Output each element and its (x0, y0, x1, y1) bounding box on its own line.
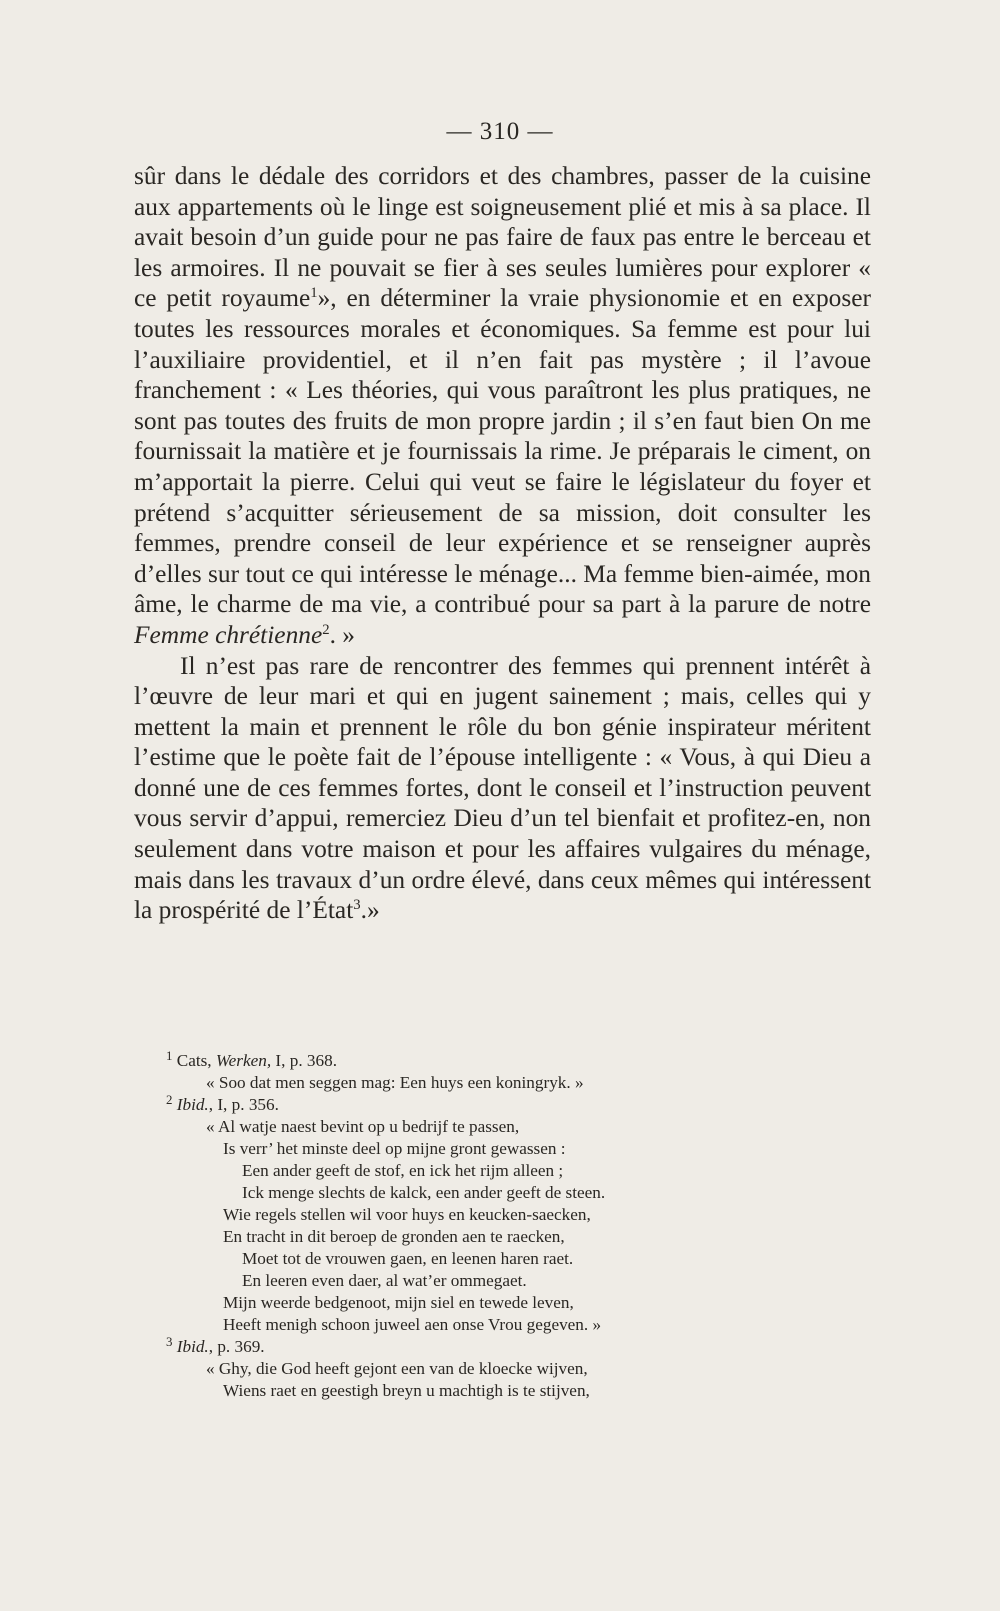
verse-line: Moet tot de vrouwen gaen, en leenen haren raet. (242, 1249, 574, 1268)
footnote-mark: 1 (166, 1049, 173, 1064)
verse-line: « Soo dat men seggen mag: Een huys een koningryk. » (206, 1073, 584, 1092)
verse-line: Een ander geeft de stof, en ick het rijm alleen ; (242, 1161, 564, 1180)
footnote-ref-suffix: , I, p. 356. (208, 1095, 279, 1114)
verse-line: « Al watje naest bevint op u bedrijf te passen, (206, 1117, 520, 1136)
verse-line: En leeren even daer, al wat’er ommegaet. (242, 1271, 527, 1290)
footnote-mark: 3 (166, 1335, 173, 1350)
verse-line: En tracht in dit beroep de gronden aen te raecken, (223, 1227, 565, 1246)
footnote (166, 1336, 816, 1402)
footnote-ref[interactable]: 1 (310, 285, 318, 302)
footnotes (166, 1050, 816, 1402)
footnote-ref-italic: Ibid. (176, 1337, 209, 1356)
book-title: Femme chrétienne (134, 620, 323, 649)
verse-line: Heeft menigh schoon juweel aen onse Vrou gegeven. » (223, 1315, 602, 1334)
footnote-ref-italic: Werken, (215, 1051, 272, 1070)
footnote-ref-suffix: I, p. 368. (271, 1051, 338, 1070)
footnote-ref-italic: Ibid. (176, 1095, 209, 1114)
footnote-ref-suffix: , p. 369. (208, 1337, 265, 1356)
paragraph: sûr dans le dédale des corridors et des chambres, passer de la cuisine aux appartements où le linge est soigneusement plié et mis à sa place. Il avait besoin d’un guide pour ne pas faire de faux pas entre le berceau et les armoires. Il ne pouvait se fier à ses seules lumières pour explorer « ce petit royaume$^1$», en déterminer la vraie physionomie et en exposer toutes les ressources morales et économiques. Sa femme est pour lui l’auxiliaire providentiel, et il n’en fait pas mystère ; il l’avoue franchement : « Les théories, qui vous paraîtront les plus pratiques, ne sont pas toutes des fruits de mon propre jardin ; il s’en faut bien On me fournissait la matière et je fournissais la rime. Je préparais le ciment, on m’apportait la pierre. Celui qui veut se faire le législateur du foyer et prétend s’acquitter sérieusement de sa mission, doit consulter les femmes, prendre conseil de leur expérience et se renseigner auprès d’elles sur tout ce qui intéresse le ménage... Ma femme bien-aimée, mon âme, le charme de ma vie, a contribué pour sa part à la parure de notre Femme chrétienne$^2$. » (134, 162, 871, 649)
footnote-ref[interactable]: 3 (353, 897, 361, 914)
verse-line: Wie regels stellen wil voor huys en keucken-saecken, (223, 1205, 591, 1224)
footnote (166, 1050, 816, 1094)
footnote-ref[interactable]: 2 (322, 621, 330, 638)
footnote-ref-prefix: Cats, (176, 1051, 216, 1070)
footnote (166, 1094, 816, 1336)
verse-line: Wiens raet en geestigh breyn u machtigh is te stijven, (223, 1381, 590, 1400)
verse-line: Is verr’ het minste deel op mijne gront gewassen : (223, 1139, 566, 1158)
footnote-mark: 2 (166, 1093, 173, 1108)
verse-line: Ick menge slechts de kalck, een ander geeft de steen. (242, 1183, 606, 1202)
footnote-reference (166, 1050, 816, 1072)
page-number: — 310 — (446, 118, 554, 145)
footnote-reference (166, 1094, 816, 1116)
footnote-reference (166, 1336, 816, 1358)
paragraph: Il n’est pas rare de rencontrer des femmes qui prennent intérêt à l’œuvre de leur mari et qui en jugent sainement ; mais, celles qui y mettent la main et prennent le rôle du bon génie inspirateur méritent l’estime que le poète fait de l’épouse intelligente : « Vous, à qui Dieu a donné une de ces femmes fortes, dont le conseil et l’instruction peuvent vous servir d’appui, remerciez Dieu d’un tel bienfait et profitez-en, non seulement dans votre maison et pour les affaires vulgaires du ménage, mais dans les travaux d’un ordre élevé, dans ceux mêmes qui intéressent la prospérité de l’État$^3$.» (134, 651, 871, 925)
verse-line: Mijn weerde bedgenoot, mijn siel en tewede leven, (223, 1293, 574, 1312)
main-text (134, 161, 871, 926)
verse-line: « Ghy, die God heeft gejont een van de kloecke wijven, (206, 1359, 588, 1378)
